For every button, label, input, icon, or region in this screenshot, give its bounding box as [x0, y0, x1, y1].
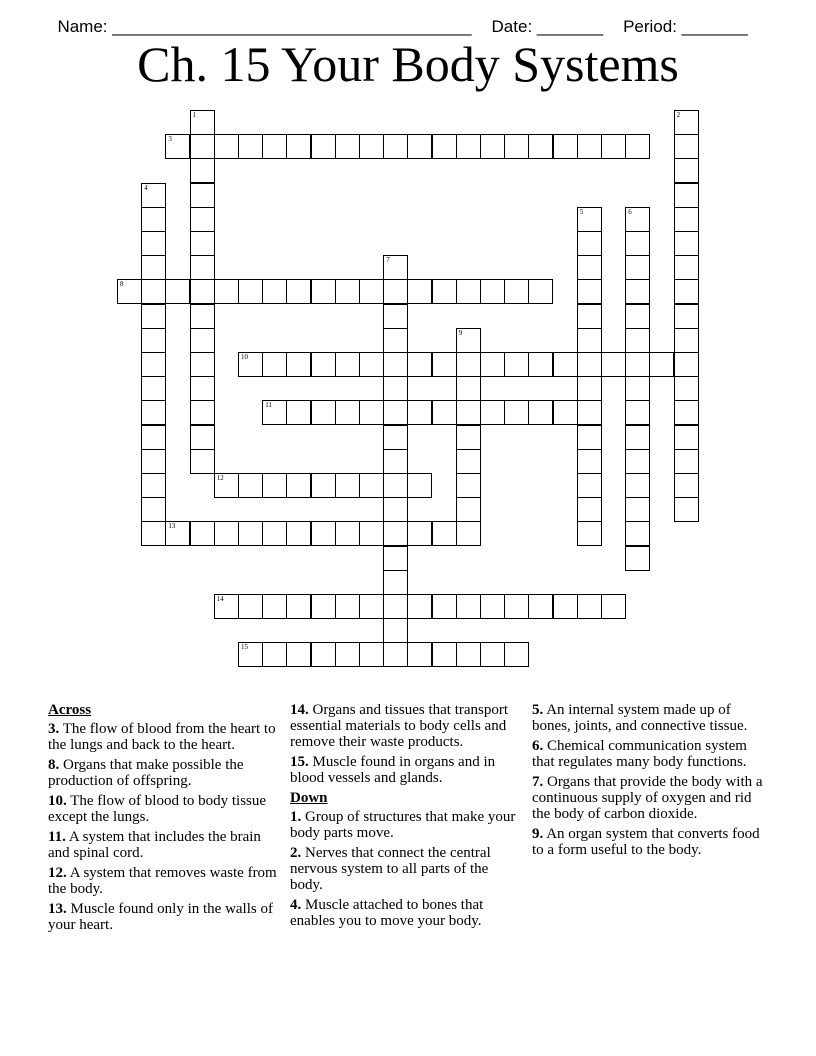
crossword-cell[interactable]	[141, 473, 166, 498]
crossword-cell[interactable]	[649, 352, 674, 377]
crossword-cell[interactable]	[238, 521, 263, 546]
crossword-cell[interactable]	[335, 594, 360, 619]
crossword-cell[interactable]	[383, 521, 408, 546]
crossword-cell[interactable]	[359, 473, 384, 498]
crossword-cell[interactable]	[480, 400, 505, 425]
clue-number: 7	[386, 256, 390, 265]
clue-number: 3	[168, 135, 172, 144]
crossword-cell[interactable]	[674, 425, 699, 450]
crossword-cell[interactable]	[383, 473, 408, 498]
crossword-cell[interactable]	[359, 279, 384, 304]
crossword-cell[interactable]	[286, 134, 311, 159]
crossword-cell[interactable]	[625, 497, 650, 522]
crossword-cell[interactable]	[407, 134, 432, 159]
crossword-cell[interactable]	[577, 304, 602, 329]
clue-across-13: 13. Muscle found only in the walls of your heart.	[48, 901, 273, 933]
crossword-cell[interactable]	[141, 449, 166, 474]
crossword-cell[interactable]	[432, 642, 457, 667]
crossword-cell[interactable]	[577, 328, 602, 353]
crossword-cell[interactable]	[383, 255, 408, 280]
clue-number: 1	[192, 111, 197, 119]
crossword-cell[interactable]	[190, 376, 215, 401]
crossword-cell[interactable]	[456, 352, 481, 377]
crossword-cell[interactable]	[238, 279, 263, 304]
crossword-cell[interactable]	[165, 134, 190, 159]
crossword-cell[interactable]	[141, 328, 166, 353]
crossword-cell[interactable]	[577, 279, 602, 304]
crossword-cell[interactable]	[214, 473, 239, 498]
crossword-cell[interactable]	[528, 134, 553, 159]
clue-number: 13	[168, 522, 176, 531]
clue-number: 9	[458, 328, 463, 337]
crossword-cell[interactable]	[625, 352, 650, 377]
crossword-cell[interactable]	[141, 352, 166, 377]
crossword-cell[interactable]	[504, 279, 529, 304]
crossword-cell[interactable]	[141, 425, 166, 450]
crossword-cell[interactable]	[190, 207, 215, 232]
crossword-cell[interactable]	[456, 134, 481, 159]
crossword-cell[interactable]	[383, 328, 408, 353]
period-field[interactable]: Period: _______	[623, 17, 748, 36]
crossword-cell[interactable]	[262, 352, 287, 377]
crossword-cell[interactable]	[674, 255, 699, 280]
crossword-cell[interactable]	[407, 352, 432, 377]
crossword-cell[interactable]	[674, 449, 699, 474]
crossword-cell[interactable]	[674, 158, 699, 183]
clue-down-2: 2. Nerves that connect the central nervous system to all parts of the body.	[290, 845, 491, 893]
crossword-cell[interactable]	[456, 376, 481, 401]
crossword-cell[interactable]	[262, 473, 287, 498]
crossword-cell[interactable]	[674, 497, 699, 522]
crossword-cell[interactable]	[286, 594, 311, 619]
crossword-cell[interactable]	[674, 134, 699, 159]
clue-down-4: 4. Muscle attached to bones that enables you to move your body.	[290, 897, 484, 929]
clue-across-8: 8. Organs that make possible the production of offspring.	[48, 757, 244, 789]
crossword-cell[interactable]	[625, 304, 650, 329]
crossword-cell[interactable]	[432, 594, 457, 619]
crossword-cell[interactable]	[141, 183, 166, 208]
crossword-cell[interactable]	[577, 207, 602, 232]
crossword-cell[interactable]	[141, 231, 166, 256]
crossword-cell[interactable]	[214, 521, 239, 546]
crossword-cell[interactable]	[383, 425, 408, 450]
crossword-cell[interactable]	[190, 352, 215, 377]
crossword-cell[interactable]	[383, 642, 408, 667]
crossword-cell[interactable]	[625, 449, 650, 474]
crossword-cell[interactable]	[383, 304, 408, 329]
crossword-cell[interactable]	[625, 328, 650, 353]
crossword-cell[interactable]	[190, 231, 215, 256]
clue-number: 10	[241, 353, 248, 361]
crossword-cell[interactable]	[432, 279, 457, 304]
clue-number: 11	[265, 401, 272, 410]
crossword-cell[interactable]	[335, 279, 360, 304]
crossword-cell[interactable]	[335, 134, 360, 159]
crossword-cell[interactable]	[190, 304, 215, 329]
clue-number: 12	[216, 474, 224, 482]
clue-across-15: 15. Muscle found in organs and in blood vessels and glands.	[290, 754, 496, 786]
crossword-cell[interactable]	[674, 207, 699, 232]
crossword-cell[interactable]	[504, 642, 529, 667]
crossword-cell[interactable]	[335, 473, 360, 498]
clue-number: 15	[241, 643, 248, 652]
crossword-cell[interactable]	[407, 594, 432, 619]
clue-down-5: 5. An internal system made up of bones, joints, and connective tissue.	[532, 702, 748, 734]
clue-across-3: 3. The flow of blood from the heart to the lungs and back to the heart.	[48, 721, 276, 753]
crossword-cell[interactable]	[141, 255, 166, 280]
crossword-cell[interactable]	[601, 594, 626, 619]
clue-number: 14	[216, 595, 224, 603]
crossword-cell[interactable]	[625, 521, 650, 546]
crossword-cell[interactable]	[383, 352, 408, 377]
crossword-cell[interactable]	[577, 255, 602, 280]
name-field[interactable]: Name: ______________________________________	[57, 17, 472, 36]
crossword-cell[interactable]	[383, 497, 408, 522]
crossword-cell[interactable]	[141, 521, 166, 546]
crossword-cell[interactable]	[625, 425, 650, 450]
crossword-cell[interactable]	[553, 134, 578, 159]
clues-column-1	[48, 702, 280, 937]
crossword-cell[interactable]	[262, 134, 287, 159]
crossword-cell[interactable]	[238, 473, 263, 498]
crossword-cell[interactable]	[553, 352, 578, 377]
crossword-cell[interactable]	[311, 279, 336, 304]
crossword-cell[interactable]	[480, 594, 505, 619]
crossword-cell[interactable]	[117, 279, 142, 304]
crossword-cell[interactable]	[359, 642, 384, 667]
crossword-cell[interactable]	[480, 642, 505, 667]
crossword-cell[interactable]	[528, 400, 553, 425]
crossword-cell[interactable]	[141, 376, 166, 401]
crossword-cell[interactable]	[311, 521, 336, 546]
crossword-cell[interactable]	[674, 352, 699, 377]
crossword-cell[interactable]	[262, 279, 287, 304]
clue-number: 2	[676, 111, 681, 119]
crossword-cell[interactable]	[504, 352, 529, 377]
crossword-cell[interactable]	[577, 425, 602, 450]
crossword-cell[interactable]	[383, 134, 408, 159]
crossword-cell[interactable]	[577, 231, 602, 256]
crossword-cell[interactable]	[383, 570, 408, 595]
crossword-cell[interactable]	[190, 255, 215, 280]
clue-number: 8	[120, 280, 124, 289]
crossword-cell[interactable]	[141, 400, 166, 425]
crossword-cell[interactable]	[407, 642, 432, 667]
date-field[interactable]: Date: _______	[491, 17, 604, 36]
crossword-cell[interactable]	[625, 207, 650, 232]
clues-column-2	[290, 702, 522, 933]
crossword-cell[interactable]	[383, 400, 408, 425]
crossword-cell[interactable]	[577, 352, 602, 377]
crossword-cell[interactable]	[674, 376, 699, 401]
crossword-cell[interactable]	[674, 400, 699, 425]
crossword-cell[interactable]	[383, 546, 408, 571]
clue-down-1: 1. Group of structures that make your body parts move.	[290, 809, 516, 841]
crossword-cell[interactable]	[625, 231, 650, 256]
crossword-cell[interactable]	[407, 473, 432, 498]
crossword-cell[interactable]	[359, 134, 384, 159]
crossword-cell[interactable]	[190, 134, 215, 159]
crossword-cell[interactable]	[141, 279, 166, 304]
crossword-cell[interactable]	[456, 449, 481, 474]
down-heading: Down	[290, 790, 328, 806]
crossword-cell[interactable]	[359, 594, 384, 619]
crossword-cell[interactable]	[432, 134, 457, 159]
crossword-cell[interactable]	[625, 546, 650, 571]
clue-down-6: 6. Chemical communication system that regulates many body functions.	[532, 738, 747, 770]
crossword-cell[interactable]	[456, 594, 481, 619]
crossword-cell[interactable]	[407, 279, 432, 304]
crossword-cell[interactable]	[262, 642, 287, 667]
crossword-cell[interactable]	[238, 642, 263, 667]
crossword-cell[interactable]	[335, 642, 360, 667]
crossword-cell[interactable]	[601, 352, 626, 377]
crossword-cell[interactable]	[577, 594, 602, 619]
crossword-cell[interactable]	[383, 376, 408, 401]
crossword-cell[interactable]	[311, 594, 336, 619]
crossword-cell[interactable]	[553, 400, 578, 425]
crossword-cell[interactable]	[335, 400, 360, 425]
crossword-cell[interactable]	[553, 594, 578, 619]
crossword-cell[interactable]	[577, 521, 602, 546]
crossword-cell[interactable]	[674, 279, 699, 304]
crossword-cell[interactable]	[480, 134, 505, 159]
crossword-cell[interactable]	[504, 594, 529, 619]
crossword-cell[interactable]	[286, 473, 311, 498]
crossword-cell[interactable]	[190, 425, 215, 450]
crossword-cell[interactable]	[141, 497, 166, 522]
crossword-cell[interactable]	[577, 400, 602, 425]
crossword-cell[interactable]	[190, 110, 215, 135]
crossword-cell[interactable]	[456, 521, 481, 546]
crossword-cell[interactable]	[456, 473, 481, 498]
crossword-cell[interactable]	[504, 400, 529, 425]
clue-across-10: 10. The flow of blood to body tissue except the lungs.	[48, 793, 267, 825]
crossword-cell[interactable]	[190, 279, 215, 304]
crossword-cell[interactable]	[141, 207, 166, 232]
crossword-cell[interactable]	[190, 183, 215, 208]
crossword-cell[interactable]	[577, 449, 602, 474]
crossword-cell[interactable]	[262, 400, 287, 425]
crossword-cell[interactable]	[286, 642, 311, 667]
crossword-cell[interactable]	[262, 594, 287, 619]
crossword-cell[interactable]	[262, 521, 287, 546]
crossword-cell[interactable]	[214, 279, 239, 304]
crossword-cell[interactable]	[577, 473, 602, 498]
clue-number: 6	[628, 207, 632, 216]
crossword-cell[interactable]	[674, 231, 699, 256]
crossword-cell[interactable]	[238, 352, 263, 377]
crossword-cell[interactable]	[625, 134, 650, 159]
crossword-cell[interactable]	[359, 352, 384, 377]
crossword-cell[interactable]	[286, 352, 311, 377]
crossword-cell[interactable]	[165, 521, 190, 546]
crossword-cell[interactable]	[674, 473, 699, 498]
crossword-cell[interactable]	[674, 304, 699, 329]
crossword-cell[interactable]	[480, 352, 505, 377]
clue-down-9: 9. An organ system that converts food to a form useful to the body.	[532, 826, 760, 858]
crossword-cell[interactable]	[674, 183, 699, 208]
clues-column-3	[532, 702, 764, 862]
crossword-cell[interactable]	[286, 400, 311, 425]
crossword-cell[interactable]	[286, 279, 311, 304]
crossword-cell[interactable]	[577, 497, 602, 522]
crossword-cell[interactable]	[407, 400, 432, 425]
crossword-cell[interactable]	[383, 449, 408, 474]
crossword-cell[interactable]	[480, 279, 505, 304]
crossword-cell[interactable]	[383, 618, 408, 643]
crossword-cell[interactable]	[432, 521, 457, 546]
clue-across-11: 11. A system that includes the brain and spinal cord.	[48, 829, 261, 861]
crossword-cell[interactable]	[190, 400, 215, 425]
crossword-cell[interactable]	[190, 521, 215, 546]
crossword-cell[interactable]	[383, 279, 408, 304]
crossword-cell[interactable]	[674, 328, 699, 353]
crossword-cell[interactable]	[141, 304, 166, 329]
crossword-cell[interactable]	[625, 255, 650, 280]
crossword-cell[interactable]	[286, 521, 311, 546]
crossword-cell[interactable]	[577, 376, 602, 401]
page-title: Ch. 15 Your Body Systems	[137, 36, 679, 92]
crossword-cell[interactable]	[456, 497, 481, 522]
crossword-cell[interactable]	[456, 328, 481, 353]
crossword-cell[interactable]	[625, 473, 650, 498]
crossword-cell[interactable]	[456, 279, 481, 304]
clue-across-14: 14. Organs and tissues that transport essential materials to body cells and remove their waste products.	[290, 702, 509, 750]
crossword-cell[interactable]	[432, 352, 457, 377]
crossword-cell[interactable]	[190, 449, 215, 474]
clue-across-12: 12. A system that removes waste from the body.	[48, 865, 277, 897]
crossword-cell[interactable]	[528, 352, 553, 377]
crossword-cell[interactable]	[601, 134, 626, 159]
crossword-cell[interactable]	[311, 400, 336, 425]
across-heading: Across	[48, 702, 92, 718]
crossword-cell[interactable]	[335, 521, 360, 546]
crossword-cell[interactable]	[311, 352, 336, 377]
crossword-cell[interactable]	[214, 134, 239, 159]
crossword-cell[interactable]	[625, 400, 650, 425]
crossword-cell[interactable]	[674, 110, 699, 135]
crossword-cell[interactable]	[407, 521, 432, 546]
crossword-cell[interactable]	[214, 594, 239, 619]
crossword-cell[interactable]	[311, 642, 336, 667]
crossword-cell[interactable]	[165, 279, 190, 304]
crossword-cell[interactable]	[432, 400, 457, 425]
clue-number: 5	[579, 207, 584, 216]
crossword-cell[interactable]	[383, 594, 408, 619]
crossword-cell[interactable]	[190, 328, 215, 353]
crossword-cell[interactable]	[577, 134, 602, 159]
crossword-cell[interactable]	[359, 400, 384, 425]
crossword-cell[interactable]	[528, 594, 553, 619]
crossword-cell[interactable]	[359, 521, 384, 546]
crossword-cell[interactable]	[625, 376, 650, 401]
crossword-cell[interactable]	[456, 425, 481, 450]
crossword-cell[interactable]	[238, 594, 263, 619]
crossword-cell[interactable]	[335, 352, 360, 377]
crossword-cell[interactable]	[456, 400, 481, 425]
crossword-cell[interactable]	[504, 134, 529, 159]
crossword-cell[interactable]	[456, 642, 481, 667]
crossword-cell[interactable]	[238, 134, 263, 159]
crossword-cell[interactable]	[528, 279, 553, 304]
clue-number: 4	[144, 183, 148, 192]
crossword-cell[interactable]	[625, 279, 650, 304]
crossword-cell[interactable]	[311, 473, 336, 498]
crossword-cell[interactable]	[190, 158, 215, 183]
clue-down-7: 7. Organs that provide the body with a continuous supply of oxygen and rid the body of carbon dioxide.	[532, 774, 763, 822]
crossword-cell[interactable]	[311, 134, 336, 159]
